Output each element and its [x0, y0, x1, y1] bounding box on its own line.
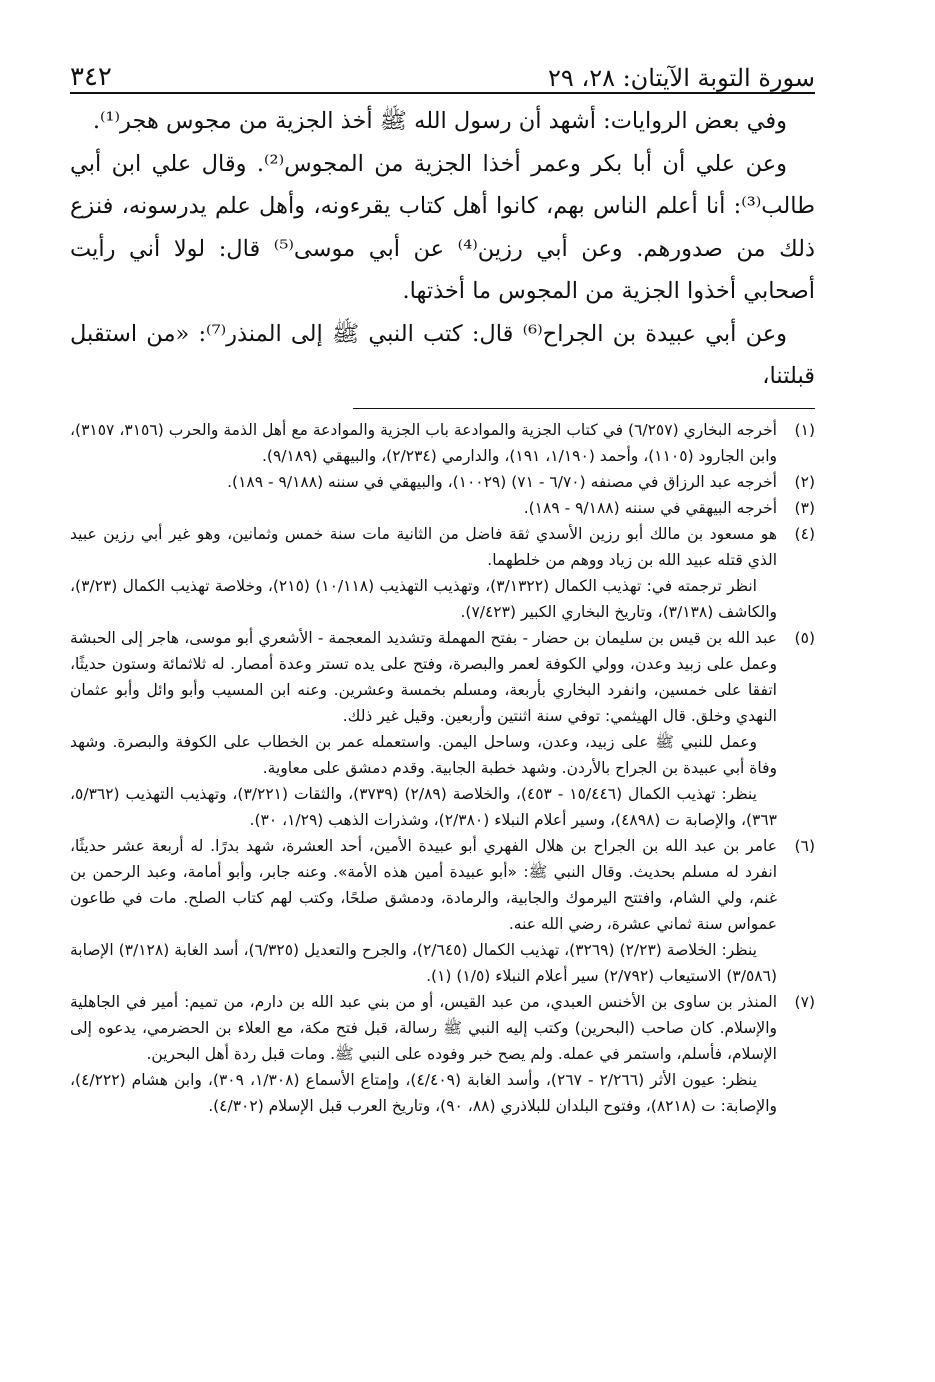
footnote-text: انظر ترجمته في: تهذيب الكمال (٣/١٣٢٢)، وتهذيب التهذيب (١٠/١١٨) (٢١٥)، وخلاصة تهذيب الكمال (٣/٢٣)، والكاشف (٣/١٣٨)، وتاريخ البخاري الكبير (٧/٤٢٣).: [70, 576, 777, 621]
footnote-body: [70, 521, 777, 625]
footnote-2: [70, 469, 815, 495]
main-text: [70, 100, 815, 398]
footnote-divider: [353, 408, 815, 409]
page-number: ٣٤٢: [70, 62, 112, 92]
footnote-body: [70, 625, 777, 833]
book-page: [70, 40, 815, 1362]
main-paragraph: وعن علي أن أبا بكر وعمر أخذا الجزية من المجوس⁽²⁾. وقال علي ابن أبي طالب⁽³⁾: أنا أعلم الناس بهم، كانوا أهل كتاب يقرءونه، وأهل علم يدرسونه، فنزع ذلك من صدورهم. وعن أبي رزين⁽⁴⁾ عن أبي موسى⁽⁵⁾ قال: لولا أني رأيت أصحابي أخذوا الجزية من المجوس ما أخذتها.: [70, 150, 815, 304]
main-paragraph: وفي بعض الروايات: أشهد أن رسول الله ﷺ أخذ الجزية من مجوس هجر⁽¹⁾.: [92, 108, 787, 134]
footnote-marker: (٦): [794, 836, 815, 855]
footnote-body: [70, 495, 777, 521]
footnote-text: ينظر: تهذيب الكمال (١٥/٤٤٦ - ٤٥٣)، والخلاصة (٢/٨٩) (٣٧٣٩)، والثقات (٣/٢٢١)، وتهذيب التهذيب (٥/٣٦٢، ٣٦٣)، والإصابة ت (٤٨٩٨)، وسير أعلام النبلاء (٢/٣٨٠)، وشذرات الذهب (١/٢٩، ٣٠).: [70, 784, 777, 829]
footnote-6: [70, 833, 815, 989]
page-header: [70, 40, 815, 94]
footnote-text: وعمل للنبي ﷺ على زبيد، وعدن، وساحل اليمن. واستعمله عمر بن الخطاب على الكوفة والبصرة. وشهد وفاة أبي عبيدة بن الجراح بالأردن. وشهد خطبة الجابية. وقدم دمشق على معاوية.: [70, 732, 777, 777]
footnote-1: [70, 417, 815, 469]
footnote-body: [70, 833, 777, 989]
footnote-body: [70, 469, 777, 495]
main-paragraph: وعن أبي عبيدة بن الجراح⁽⁶⁾ قال: كتب النبي ﷺ إلى المنذر⁽⁷⁾: «من استقبل قبلتنا،: [70, 320, 815, 389]
footnote-marker: (٥): [794, 628, 815, 647]
footnote-text: هو مسعود بن مالك أبو رزين الأسدي ثقة فاضل من الثانية مات سنة خمس وثمانين، وهو غير أبي رزين عبيد الذي قتله عبيد الله بن زياد ووهم من خلطهما.: [70, 524, 777, 569]
footnote-text: ينظر: الخلاصة (٢/٢٣) (٣٢٦٩)، تهذيب الكمال (٢/٦٤٥)، والجرح والتعديل (٦/٣٢٥)، أسد الغابة (٣/١٢٨) الإصابة (٣/٥٨٦) الاستيعاب (٢/٧٩٢) سير أعلام النبلاء (١/٥) (١).: [70, 940, 777, 985]
footnote-text: المنذر بن ساوى بن الأخنس العبدي، من عبد القيس، أو من بني عبد الله بن دارم، من تميم: أمير في الجاهلية والإسلام. كان صاحب (البحرين) وكتب إليه النبي ﷺ رسالة، قبل فتح مكة، مع العلاء بن الحضرمي، يدعوه إلى الإسلام، فأسلم، واستمر في عمله. ولم يصح خبر وفوده على النبي ﷺ. ومات قبل ردة أهل البحرين.: [70, 992, 777, 1063]
footnote-text: أخرجه البيهقي في سننه (٩/١٨٨ - ١٨٩).: [523, 498, 777, 517]
running-title: سورة التوبة الآيتان: ٢٨، ٢٩: [548, 64, 815, 92]
footnote-text: عامر بن عبد الله بن الجراح بن هلال الفهري أبو عبيدة الأمين، أحد العشرة، شهد بدرًا. له أربعة عشر حديثًا، انفرد له مسلم بحديث. وقال النبي ﷺ: «أبو عبيدة أمين هذه الأمة». وعنه جابر، وأبو أمامة، وعبد الرحمن بن غنم، ولي الشام، وافتتح اليرموك والجابية، والرمادة، ودمشق صلحًا، وكتب لهم كتاب الصلح. مات في طاعون عمواس سنة ثماني عشرة، رضي الله عنه.: [70, 836, 777, 933]
footnote-body: [70, 989, 777, 1119]
footnote-text: عبد الله بن قيس بن سليمان بن حضار - بفتح المهملة وتشديد المعجمة - الأشعري أبو موسى، هاجر إلى الحبشة وعمل على زبيد وعدن، وولي الكوفة لعمر والبصرة، وفتح على يده تستر وعدة أمصار. له ثلاثمائة وستون حديثًا، اتفقا على خمسين، وانفرد البخاري بأربعة، ومسلم بخمسة وعشرين. وعنه ابن المسيب وأبو وائل وأبو عثمان النهدي وخلق. قال الهيثمي: توفي سنة اثنتين وأربعين. وقيل غير ذلك.: [70, 628, 777, 725]
footnote-7: [70, 989, 815, 1119]
footnote-5: [70, 625, 815, 833]
footnote-marker: (٧): [794, 992, 815, 1011]
footnotes: [70, 417, 815, 1119]
footnote-marker: (٣): [794, 498, 815, 517]
footnote-text: أخرجه البخاري (٦/٢٥٧) في كتاب الجزية والموادعة باب الجزية والموادعة مع أهل الذمة والحرب (٣١٥٦، ٣١٥٧)، وابن الجارود (١١٠٥)، وأحمد (١/١٩٠، ١٩١)، والدارمي (٢/٢٣٤)، والبيهقي (٩/١٨٩).: [70, 420, 777, 465]
footnote-marker: (٤): [794, 524, 815, 543]
footnote-body: [70, 417, 777, 469]
footnote-marker: (٢): [794, 472, 815, 491]
footnote-text: أخرجه عبد الرزاق في مصنفه (٦/٧٠ - ٧١) (١٠٠٢٩)، والبيهقي في سننه (٩/١٨٨ - ١٨٩).: [227, 472, 777, 491]
footnote-marker: (١): [794, 420, 815, 439]
footnote-3: [70, 495, 815, 521]
footnote-4: [70, 521, 815, 625]
footnote-text: ينظر: عيون الأثر (٢/٢٦٦ - ٢٦٧)، وأسد الغابة (٤/٤٠٩)، وإمتاع الأسماع (١/٣٠٨، ٣٠٩)، وابن هشام (٤/٢٢٢)، والإصابة: ت (٨٢١٨)، وفتوح البلدان للبلاذري (٨٨، ٩٠)، وتاريخ العرب قبل الإسلام (٤/٣٠٢).: [70, 1070, 777, 1115]
